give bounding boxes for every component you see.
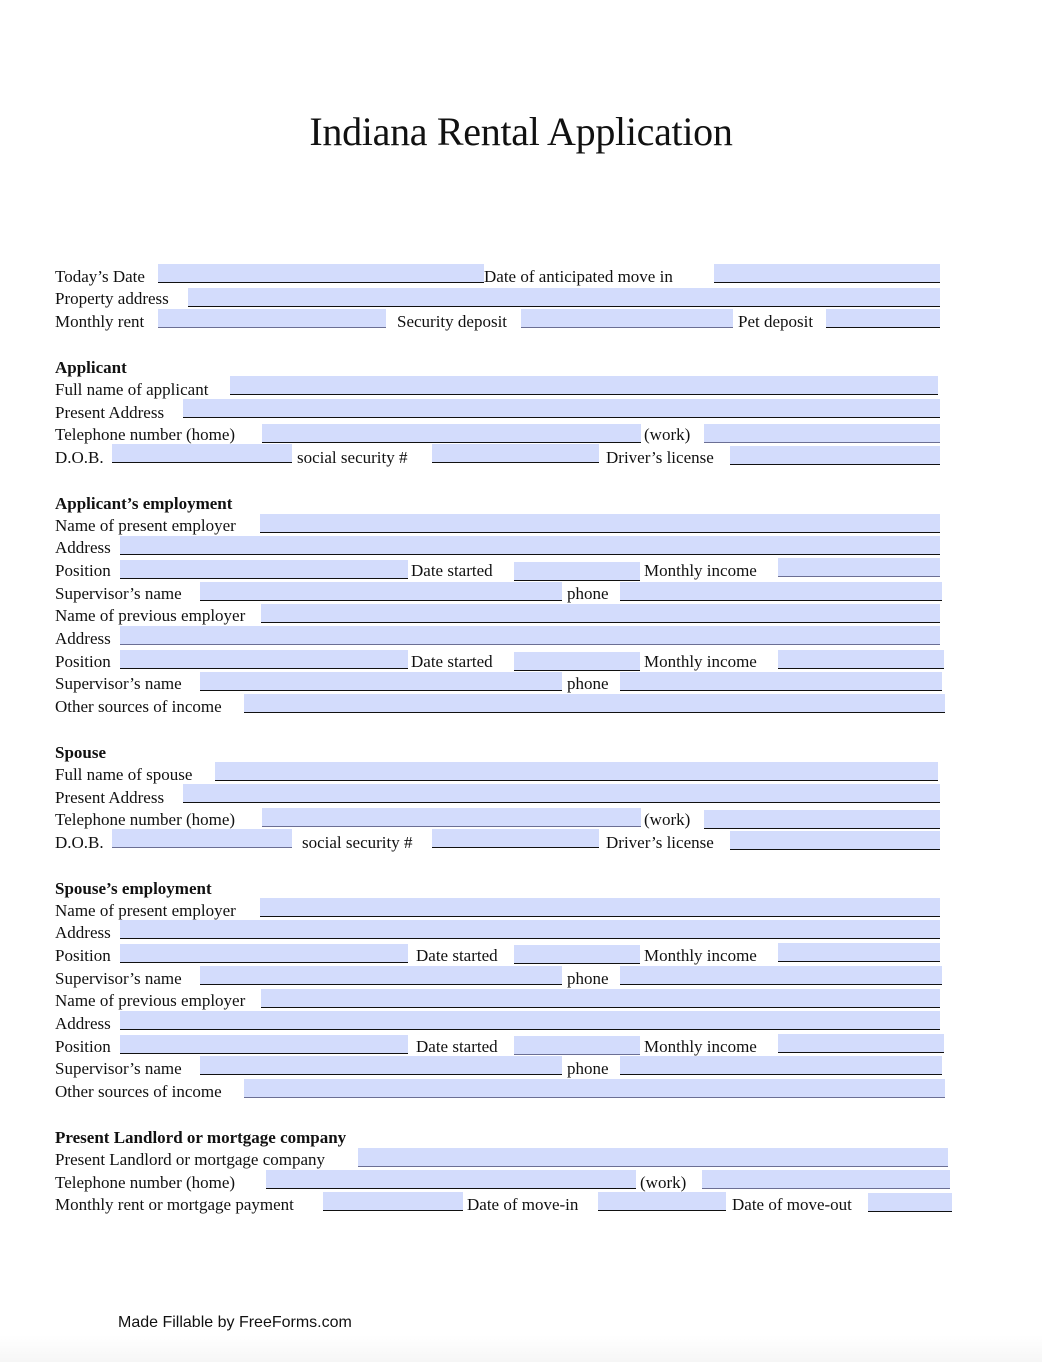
sp-other-income-label: Other sources of income	[55, 1082, 222, 1101]
sp-prev-monthly-income-label: Monthly income	[644, 1037, 757, 1056]
applicant-telephone-home-label: Telephone number (home)	[55, 425, 236, 444]
landlord-telephone-work-field[interactable]	[702, 1170, 950, 1189]
sp-address-field[interactable]	[120, 920, 940, 939]
applicant-drivers-license-field[interactable]	[730, 446, 940, 465]
app-other-income-field[interactable]	[244, 694, 945, 713]
app-prev-position-label: Position	[55, 652, 111, 671]
app-prev-monthly-income-field[interactable]	[778, 650, 944, 669]
applicant-telephone-work-field[interactable]	[704, 424, 940, 443]
app-supervisor-label: Supervisor’s name	[55, 584, 182, 603]
app-prev-date-started-field[interactable]	[514, 652, 640, 671]
spouse-present-address-field[interactable]	[183, 784, 940, 803]
spouse-heading: Spouse	[55, 743, 107, 762]
spouse-telephone-work-field[interactable]	[704, 810, 940, 829]
applicant-present-address-label: Present Address	[55, 403, 165, 422]
app-position-label: Position	[55, 561, 111, 580]
applicant-ssn-field[interactable]	[432, 444, 599, 463]
landlord-company-field[interactable]	[358, 1148, 948, 1167]
move-in-field[interactable]	[714, 264, 940, 283]
sp-previous-employer-field[interactable]	[261, 989, 940, 1008]
app-other-income-label: Other sources of income	[55, 697, 222, 716]
app-prev-date-started-label: Date started	[411, 652, 493, 671]
page-bottom-edge	[0, 1335, 1042, 1362]
applicant-heading: Applicant	[55, 358, 127, 377]
sp-position-label: Position	[55, 946, 111, 965]
spouse-employment-heading: Spouse’s employment	[55, 879, 212, 898]
sp-phone-field[interactable]	[620, 966, 942, 985]
app-phone-field[interactable]	[620, 582, 942, 601]
app-previous-employer-label: Name of previous employer	[55, 606, 246, 625]
app-monthly-income-label: Monthly income	[644, 561, 757, 580]
sp-prev-date-started-label: Date started	[416, 1037, 498, 1056]
spouse-dob-label: D.O.B.	[55, 833, 104, 852]
applicant-dob-field[interactable]	[112, 444, 292, 463]
applicant-work-label: (work)	[644, 425, 691, 444]
app-phone-label: phone	[567, 584, 609, 603]
applicant-full-name-label: Full name of applicant	[55, 380, 209, 399]
todays-date-label: Today’s Date	[55, 267, 145, 286]
pet-deposit-label: Pet deposit	[738, 312, 814, 331]
sp-prev-address-label: Address	[55, 1014, 111, 1033]
sp-previous-employer-label: Name of previous employer	[55, 991, 246, 1010]
sp-prev-date-started-field[interactable]	[514, 1036, 640, 1055]
app-prev-address-label: Address	[55, 629, 111, 648]
security-deposit-field[interactable]	[521, 309, 733, 328]
sp-monthly-income-label: Monthly income	[644, 946, 757, 965]
pet-deposit-field[interactable]	[826, 309, 940, 328]
sp-prev-phone-label: phone	[567, 1059, 609, 1078]
sp-prev-address-field[interactable]	[120, 1011, 940, 1030]
document-title: Indiana Rental Application	[309, 109, 733, 154]
sp-date-started-field[interactable]	[514, 945, 640, 964]
footer-credit: Made Fillable by FreeForms.com	[118, 1314, 352, 1331]
sp-present-employer-field[interactable]	[260, 898, 940, 917]
landlord-telephone-home-field[interactable]	[266, 1170, 636, 1189]
app-address-label: Address	[55, 538, 111, 557]
applicant-employment-heading: Applicant’s employment	[55, 494, 233, 513]
applicant-present-address-field[interactable]	[183, 399, 940, 418]
applicant-telephone-home-field[interactable]	[262, 424, 641, 443]
landlord-move-out-field[interactable]	[868, 1193, 952, 1212]
app-date-started-field[interactable]	[514, 562, 640, 581]
app-prev-supervisor-label: Supervisor’s name	[55, 674, 182, 693]
move-in-label: Date of anticipated move in	[484, 267, 673, 286]
landlord-move-in-label: Date of move-in	[467, 1195, 579, 1214]
applicant-ssn-label: social security #	[297, 448, 408, 467]
sp-prev-monthly-income-field[interactable]	[778, 1034, 944, 1053]
sp-monthly-income-field[interactable]	[778, 943, 940, 962]
spouse-ssn-field[interactable]	[432, 829, 599, 848]
landlord-work-label: (work)	[640, 1173, 687, 1192]
landlord-heading: Present Landlord or mortgage company	[55, 1128, 347, 1147]
sp-address-label: Address	[55, 923, 111, 942]
landlord-move-in-field[interactable]	[598, 1192, 726, 1211]
spouse-telephone-home-field[interactable]	[262, 808, 641, 827]
spouse-work-label: (work)	[644, 810, 691, 829]
app-monthly-income-field[interactable]	[778, 558, 940, 577]
app-prev-phone-field[interactable]	[620, 672, 942, 691]
monthly-rent-field[interactable]	[158, 309, 386, 328]
sp-phone-label: phone	[567, 969, 609, 988]
app-date-started-label: Date started	[411, 561, 493, 580]
sp-date-started-label: Date started	[416, 946, 498, 965]
app-present-employer-label: Name of present employer	[55, 516, 236, 535]
app-prev-position-field[interactable]	[120, 650, 408, 669]
landlord-monthly-payment-label: Monthly rent or mortgage payment	[55, 1195, 294, 1214]
sp-supervisor-field[interactable]	[200, 966, 562, 985]
sp-other-income-field[interactable]	[244, 1079, 945, 1098]
applicant-dob-label: D.O.B.	[55, 448, 104, 467]
spouse-drivers-license-label: Driver’s license	[606, 833, 714, 852]
spouse-telephone-home-label: Telephone number (home)	[55, 810, 236, 829]
security-deposit-label: Security deposit	[397, 312, 508, 331]
applicant-drivers-license-label: Driver’s license	[606, 448, 714, 467]
todays-date-field[interactable]	[158, 264, 484, 283]
app-position-field[interactable]	[120, 560, 408, 579]
property-address-field[interactable]	[188, 288, 940, 307]
spouse-present-address-label: Present Address	[55, 788, 165, 807]
sp-prev-supervisor-field[interactable]	[200, 1056, 562, 1075]
landlord-telephone-home-label: Telephone number (home)	[55, 1173, 236, 1192]
app-present-employer-field[interactable]	[260, 514, 940, 533]
app-prev-monthly-income-label: Monthly income	[644, 652, 757, 671]
property-address-label: Property address	[55, 289, 169, 308]
app-prev-address-field[interactable]	[120, 626, 940, 645]
spouse-full-name-field[interactable]	[215, 762, 938, 781]
landlord-move-out-label: Date of move-out	[732, 1195, 852, 1214]
landlord-company-label: Present Landlord or mortgage company	[55, 1150, 326, 1169]
app-previous-employer-field[interactable]	[261, 604, 940, 623]
app-supervisor-field[interactable]	[200, 582, 562, 601]
sp-prev-position-label: Position	[55, 1037, 111, 1056]
spouse-drivers-license-field[interactable]	[730, 831, 940, 850]
spouse-ssn-label: social security #	[302, 833, 413, 852]
sp-prev-phone-field[interactable]	[620, 1056, 942, 1075]
applicant-full-name-field[interactable]	[230, 376, 938, 395]
sp-present-employer-label: Name of present employer	[55, 901, 236, 920]
monthly-rent-label: Monthly rent	[55, 312, 145, 331]
sp-supervisor-label: Supervisor’s name	[55, 969, 182, 988]
sp-prev-position-field[interactable]	[120, 1035, 408, 1054]
spouse-full-name-label: Full name of spouse	[55, 765, 193, 784]
sp-prev-supervisor-label: Supervisor’s name	[55, 1059, 182, 1078]
landlord-monthly-payment-field[interactable]	[323, 1192, 463, 1211]
app-address-field[interactable]	[120, 536, 940, 555]
app-prev-phone-label: phone	[567, 674, 609, 693]
app-prev-supervisor-field[interactable]	[200, 672, 562, 691]
sp-position-field[interactable]	[120, 944, 408, 963]
spouse-dob-field[interactable]	[112, 829, 292, 848]
